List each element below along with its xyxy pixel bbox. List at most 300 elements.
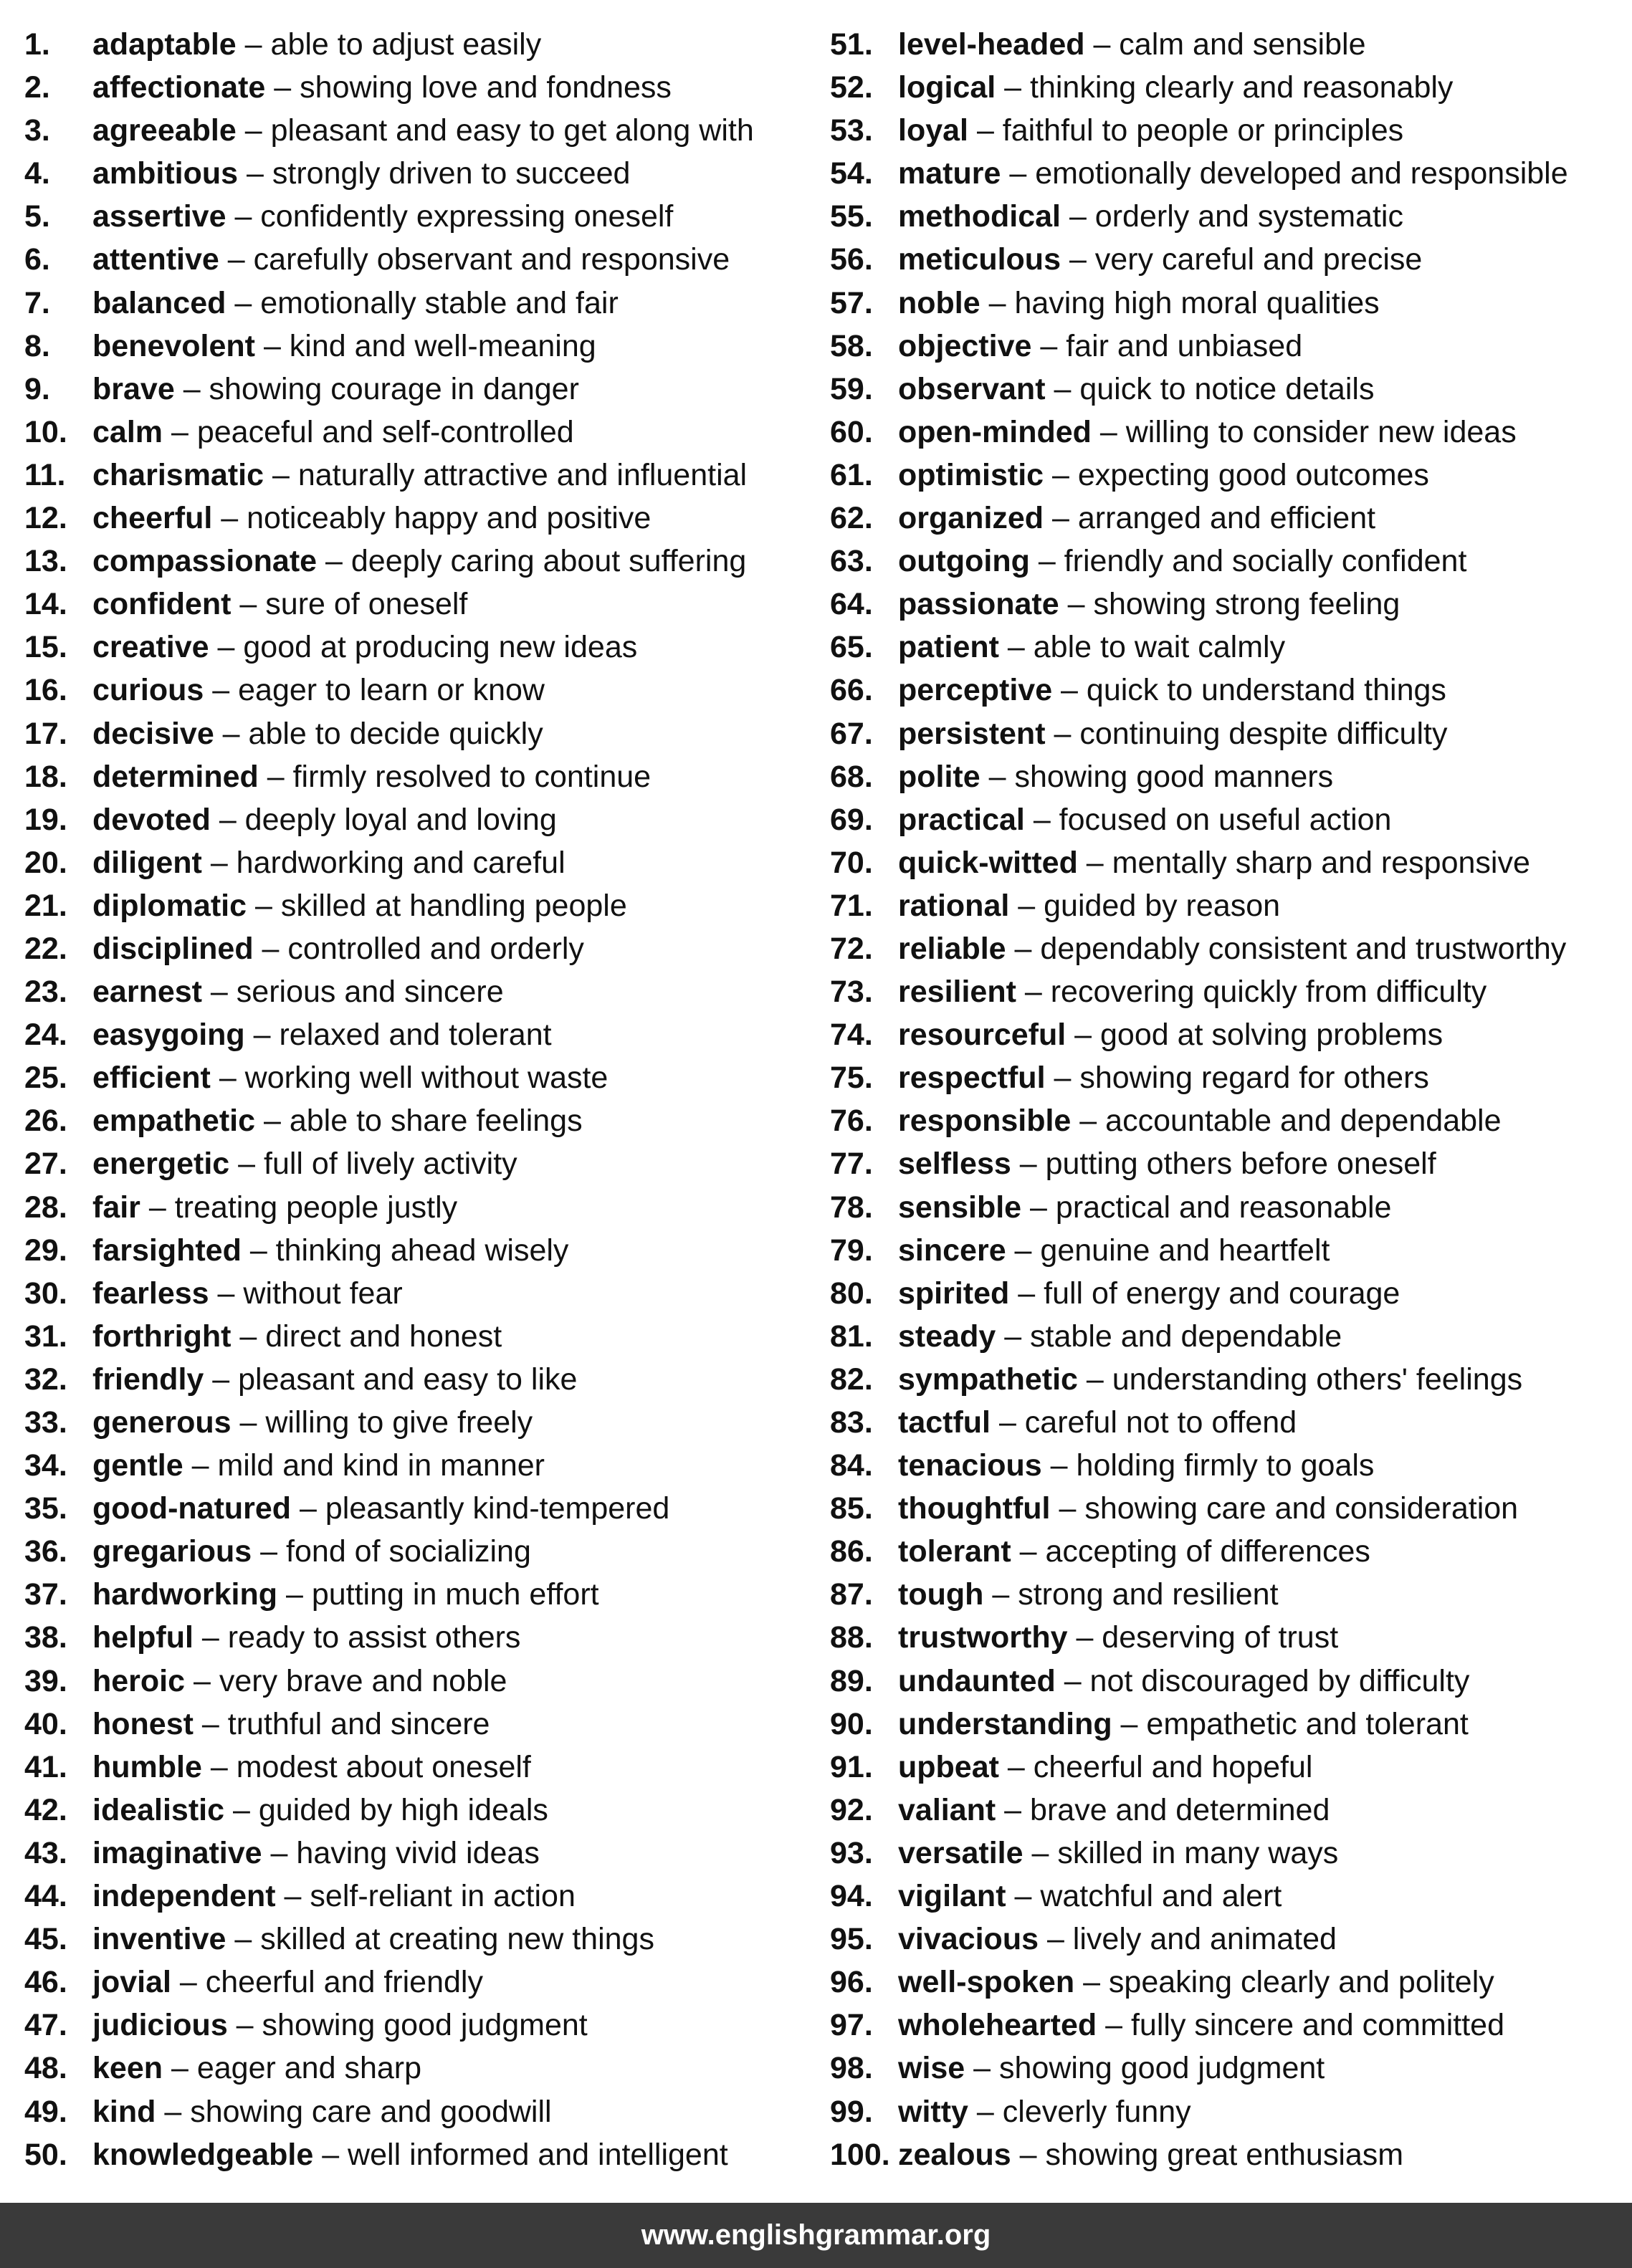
item-definition: – able to decide quickly (214, 716, 543, 751)
item-word: sympathetic (898, 1362, 1078, 1397)
item-number: 35. (24, 1491, 67, 1526)
item-definition: – showing strong feeling (1059, 587, 1400, 622)
item-definition: – putting others before oneself (1011, 1147, 1436, 1182)
item-word: wholehearted (898, 2008, 1097, 2043)
list-item (830, 1056, 1626, 1099)
item-definition: – full of energy and courage (1009, 1276, 1400, 1311)
item-word: attentive (92, 242, 219, 277)
item-word: benevolent (92, 328, 255, 363)
item-number: 76. (830, 1104, 873, 1139)
item-definition: – emotionally stable and fair (226, 285, 619, 320)
item-number: 27. (24, 1147, 67, 1182)
item-word: loyal (898, 113, 968, 148)
item-word: responsible (898, 1104, 1072, 1139)
list-item (830, 1229, 1626, 1272)
list-item (830, 626, 1626, 669)
item-definition: – fully sincere and committed (1097, 2008, 1504, 2043)
item-word: balanced (92, 285, 226, 320)
item-number: 70. (830, 845, 873, 880)
item-definition: – empathetic and tolerant (1112, 1706, 1469, 1741)
item-definition: – fair and unbiased (1031, 328, 1303, 363)
list-item (830, 2004, 1626, 2047)
list-item (24, 1789, 820, 1832)
list-item (830, 454, 1626, 497)
list-item (24, 325, 820, 368)
item-word: well-spoken (898, 1965, 1075, 2000)
item-definition: – well informed and intelligent (313, 2137, 728, 2172)
item-definition: – eager and sharp (163, 2051, 422, 2086)
item-number: 72. (830, 931, 873, 966)
item-number: 12. (24, 501, 67, 536)
item-number: 52. (830, 70, 873, 105)
item-word: vigilant (898, 1879, 1006, 1914)
item-definition: – truthful and sincere (193, 1706, 490, 1741)
list-item (830, 1358, 1626, 1401)
list-item (24, 970, 820, 1013)
item-word: resourceful (898, 1018, 1066, 1053)
item-word: steady (898, 1319, 996, 1354)
item-definition: – calm and sensible (1084, 27, 1366, 62)
item-number: 33. (24, 1405, 67, 1440)
item-number: 41. (24, 1749, 67, 1784)
item-definition: – deeply caring about suffering (317, 544, 747, 579)
item-definition: – serious and sincere (201, 975, 504, 1010)
item-definition: – speaking clearly and politely (1074, 1965, 1494, 2000)
list-item (830, 1660, 1626, 1703)
item-definition: – pleasant and easy to get along with (236, 113, 754, 148)
list-item (24, 884, 820, 927)
item-definition: – able to wait calmly (998, 630, 1286, 665)
item-word: imaginative (92, 1835, 262, 1870)
item-number: 8. (24, 328, 50, 363)
list-item (830, 325, 1626, 368)
list-item (24, 1703, 820, 1746)
list-item (24, 755, 820, 798)
item-number: 63. (830, 544, 873, 579)
item-word: sincere (898, 1233, 1006, 1268)
list-item (24, 1573, 820, 1616)
right-column (830, 23, 1626, 2176)
item-number: 69. (830, 802, 873, 837)
item-word: agreeable (92, 113, 237, 148)
item-definition: – cleverly funny (968, 2094, 1191, 2129)
item-word: fearless (92, 1276, 209, 1311)
item-word: compassionate (92, 544, 318, 579)
item-number: 87. (830, 1577, 873, 1612)
item-number: 90. (830, 1706, 873, 1741)
list-item (830, 970, 1626, 1013)
item-definition: – confidently expressing oneself (226, 199, 674, 234)
list-item (830, 841, 1626, 884)
item-number: 99. (830, 2094, 873, 2129)
list-item (24, 841, 820, 884)
item-number: 92. (830, 1792, 873, 1827)
item-word: spirited (898, 1276, 1010, 1311)
item-word: affectionate (92, 70, 266, 105)
item-word: polite (898, 759, 980, 794)
item-word: cheerful (92, 501, 213, 536)
list-item (24, 195, 820, 238)
item-number: 1. (24, 27, 50, 62)
item-number: 91. (830, 1749, 873, 1784)
list-item (24, 66, 820, 109)
item-definition: – quick to notice details (1045, 371, 1375, 406)
left-column (24, 23, 820, 2176)
item-word: optimistic (898, 457, 1044, 492)
list-item (24, 1099, 820, 1142)
footer-banner (0, 2203, 1632, 2268)
list-item (830, 1918, 1626, 1961)
item-number: 45. (24, 1922, 67, 1957)
item-number: 64. (830, 587, 873, 622)
item-number: 59. (830, 371, 873, 406)
item-word: confident (92, 587, 232, 622)
list-item (830, 669, 1626, 712)
item-definition: – showing great enthusiasm (1011, 2137, 1404, 2172)
item-word: upbeat (898, 1749, 999, 1784)
item-definition: – carefully observant and responsive (219, 242, 730, 277)
item-definition: – accountable and dependable (1071, 1104, 1502, 1139)
item-definition: – having high moral qualities (980, 285, 1380, 320)
item-number: 66. (830, 673, 873, 708)
item-number: 55. (830, 199, 873, 234)
item-number: 28. (24, 1190, 67, 1225)
item-definition: – good at producing new ideas (209, 630, 638, 665)
item-number: 37. (24, 1577, 67, 1612)
list-item (830, 1616, 1626, 1659)
item-word: gregarious (92, 1534, 252, 1569)
list-item (830, 927, 1626, 970)
item-word: judicious (92, 2008, 228, 2043)
item-definition: – able to share feelings (255, 1104, 583, 1139)
list-item (830, 1272, 1626, 1315)
item-word: sensible (898, 1190, 1022, 1225)
item-word: witty (898, 2094, 968, 2129)
item-number: 65. (830, 630, 873, 665)
item-number: 80. (830, 1276, 873, 1311)
item-definition: – cheerful and hopeful (998, 1749, 1313, 1784)
list-item (24, 1013, 820, 1056)
item-word: ambitious (92, 156, 239, 191)
item-number: 49. (24, 2094, 67, 2129)
list-item (830, 1142, 1626, 1185)
list-item (24, 583, 820, 626)
item-number: 34. (24, 1448, 67, 1483)
item-word: tactful (898, 1405, 991, 1440)
list-item (830, 1013, 1626, 1056)
list-item (830, 1487, 1626, 1530)
item-word: tolerant (898, 1534, 1011, 1569)
item-number: 62. (830, 501, 873, 536)
item-number: 84. (830, 1448, 873, 1483)
item-word: empathetic (92, 1104, 256, 1139)
item-number: 81. (830, 1319, 873, 1354)
item-definition: – willing to give freely (231, 1405, 533, 1440)
item-definition: – self-reliant in action (275, 1879, 576, 1914)
list-item (24, 1272, 820, 1315)
list-item (830, 23, 1626, 66)
item-definition: – showing courage in danger (174, 371, 579, 406)
item-number: 13. (24, 544, 67, 579)
item-word: fair (92, 1190, 140, 1225)
item-definition: – focused on useful action (1024, 802, 1392, 837)
item-definition: – treating people justly (140, 1190, 458, 1225)
item-definition: – mentally sharp and responsive (1077, 845, 1530, 880)
item-word: disciplined (92, 931, 254, 966)
item-word: good-natured (92, 1491, 292, 1526)
item-word: valiant (898, 1792, 996, 1827)
item-number: 74. (830, 1018, 873, 1053)
item-definition: – emotionally developed and responsible (1001, 156, 1568, 191)
item-number: 16. (24, 673, 67, 708)
list-item (830, 1573, 1626, 1616)
item-number: 26. (24, 1104, 67, 1139)
item-number: 56. (830, 242, 873, 277)
item-definition: – ready to assist others (193, 1620, 521, 1655)
list-item (24, 1746, 820, 1789)
list-item (24, 2090, 820, 2133)
list-item (830, 1832, 1626, 1875)
item-word: vivacious (898, 1922, 1039, 1957)
item-definition: – controlled and orderly (253, 931, 584, 966)
item-definition: – guided by high ideals (224, 1792, 548, 1827)
item-number: 9. (24, 371, 50, 406)
item-number: 11. (24, 457, 66, 492)
list-item (24, 109, 820, 152)
item-number: 83. (830, 1405, 873, 1440)
item-number: 93. (830, 1835, 873, 1870)
list-item (830, 1444, 1626, 1487)
item-word: honest (92, 1706, 194, 1741)
item-definition: – having vivid ideas (262, 1835, 540, 1870)
item-number: 67. (830, 716, 873, 751)
item-word: determined (92, 759, 259, 794)
item-definition: – full of lively activity (229, 1147, 517, 1182)
item-number: 48. (24, 2051, 67, 2086)
list-item (24, 1832, 820, 1875)
list-item (830, 152, 1626, 195)
item-number: 96. (830, 1965, 873, 2000)
list-item (24, 152, 820, 195)
list-item (24, 1056, 820, 1099)
item-word: open-minded (898, 414, 1092, 449)
item-number: 50. (24, 2137, 67, 2172)
item-word: practical (898, 802, 1025, 837)
item-definition: – skilled at handling people (247, 888, 627, 923)
item-definition: – firmly resolved to continue (258, 759, 652, 794)
item-word: charismatic (92, 457, 264, 492)
item-definition: – direct and honest (231, 1319, 502, 1354)
item-definition: – peaceful and self-controlled (163, 414, 574, 449)
item-word: understanding (898, 1706, 1112, 1741)
website-url: www.englishgrammar.org (641, 2219, 991, 2251)
item-word: observant (898, 371, 1046, 406)
item-word: helpful (92, 1620, 194, 1655)
item-number: 24. (24, 1018, 67, 1053)
list-item (830, 1746, 1626, 1789)
item-word: zealous (898, 2137, 1011, 2172)
item-word: patient (898, 630, 999, 665)
item-word: heroic (92, 1663, 186, 1698)
item-definition: – not discouraged by difficulty (1055, 1663, 1470, 1698)
item-word: reliable (898, 931, 1006, 966)
item-word: respectful (898, 1061, 1046, 1096)
item-word: jovial (92, 1965, 171, 2000)
item-number: 68. (830, 759, 873, 794)
item-number: 51. (830, 27, 873, 62)
item-number: 98. (830, 2051, 873, 2086)
item-word: selfless (898, 1147, 1011, 1182)
list-item (24, 1616, 820, 1659)
list-item (830, 282, 1626, 325)
item-number: 58. (830, 328, 873, 363)
list-item (830, 712, 1626, 755)
item-word: resilient (898, 975, 1016, 1010)
item-word: tough (898, 1577, 984, 1612)
list-item (24, 497, 820, 540)
item-definition: – showing good judgment (227, 2008, 588, 2043)
item-number: 73. (830, 975, 873, 1010)
item-word: assertive (92, 199, 226, 234)
item-number: 31. (24, 1319, 67, 1354)
item-word: inventive (92, 1922, 226, 1957)
item-definition: – showing care and goodwill (156, 2094, 552, 2129)
word-list (0, 23, 1632, 2173)
item-number: 29. (24, 1233, 67, 1268)
item-word: creative (92, 630, 209, 665)
item-word: persistent (898, 716, 1046, 751)
item-definition: – relaxed and tolerant (244, 1018, 552, 1053)
item-number: 30. (24, 1276, 67, 1311)
list-item (24, 1186, 820, 1229)
item-number: 86. (830, 1534, 873, 1569)
item-word: diligent (92, 845, 202, 880)
item-definition: – orderly and systematic (1061, 199, 1403, 234)
list-item (830, 798, 1626, 841)
item-definition: – quick to understand things (1052, 673, 1446, 708)
item-definition: – strongly driven to succeed (238, 156, 631, 191)
list-item (830, 2047, 1626, 2090)
item-word: forthright (92, 1319, 232, 1354)
list-item (830, 238, 1626, 281)
item-number: 46. (24, 1965, 67, 2000)
item-definition: – noticeably happy and positive (212, 501, 652, 536)
item-definition: – pleasantly kind-tempered (291, 1491, 670, 1526)
item-word: outgoing (898, 544, 1030, 579)
item-word: easygoing (92, 1018, 245, 1053)
item-word: devoted (92, 802, 211, 837)
list-item (830, 1315, 1626, 1358)
item-word: undaunted (898, 1663, 1056, 1698)
item-definition: – thinking clearly and reasonably (996, 70, 1454, 105)
list-item (24, 626, 820, 669)
list-item (24, 1444, 820, 1487)
list-item (830, 411, 1626, 454)
item-word: wise (898, 2051, 965, 2086)
item-definition: – working well without waste (210, 1061, 609, 1096)
list-item (24, 454, 820, 497)
item-number: 40. (24, 1706, 67, 1741)
item-number: 3. (24, 113, 50, 148)
item-definition: – hardworking and careful (201, 845, 566, 880)
item-number: 47. (24, 2008, 67, 2043)
list-item (24, 2004, 820, 2047)
item-definition: – strong and resilient (983, 1577, 1279, 1612)
item-word: efficient (92, 1061, 211, 1096)
list-item (24, 1142, 820, 1185)
item-number: 10. (24, 414, 67, 449)
list-item (24, 2047, 820, 2090)
item-number: 71. (830, 888, 873, 923)
item-definition: – continuing despite difficulty (1045, 716, 1448, 751)
item-word: quick-witted (898, 845, 1078, 880)
list-item (24, 282, 820, 325)
item-number: 100. (830, 2137, 890, 2172)
item-word: level-headed (898, 27, 1085, 62)
list-item (24, 1530, 820, 1573)
item-definition: – naturally attractive and influential (264, 457, 748, 492)
item-definition: – pleasant and easy to like (204, 1362, 578, 1397)
list-item (830, 2133, 1626, 2176)
item-word: earnest (92, 975, 202, 1010)
item-number: 85. (830, 1491, 873, 1526)
item-definition: – skilled at creating new things (226, 1922, 654, 1957)
item-definition: – very careful and precise (1061, 242, 1423, 277)
list-item (24, 1487, 820, 1530)
item-number: 42. (24, 1792, 67, 1827)
item-number: 54. (830, 156, 873, 191)
list-item (24, 669, 820, 712)
item-definition: – showing love and fondness (265, 70, 672, 105)
item-number: 79. (830, 1233, 873, 1268)
item-word: knowledgeable (92, 2137, 314, 2172)
item-definition: – genuine and heartfelt (1006, 1233, 1330, 1268)
item-word: hardworking (92, 1577, 278, 1612)
item-number: 15. (24, 630, 67, 665)
item-word: kind (92, 2094, 156, 2129)
item-number: 2. (24, 70, 50, 105)
list-item (24, 798, 820, 841)
list-item (24, 1875, 820, 1918)
item-number: 39. (24, 1663, 67, 1698)
item-number: 53. (830, 113, 873, 148)
item-definition: – showing good manners (980, 759, 1334, 794)
list-item (830, 1703, 1626, 1746)
list-item (24, 368, 820, 411)
item-definition: – lively and animated (1039, 1922, 1337, 1957)
list-item (24, 238, 820, 281)
list-item (24, 927, 820, 970)
list-item (24, 23, 820, 66)
item-word: diplomatic (92, 888, 247, 923)
list-item (24, 1315, 820, 1358)
list-item (830, 540, 1626, 583)
item-word: calm (92, 414, 163, 449)
item-number: 14. (24, 587, 67, 622)
list-item (830, 1099, 1626, 1142)
item-definition: – modest about oneself (201, 1749, 531, 1784)
item-definition: – dependably consistent and trustworthy (1006, 931, 1567, 966)
item-number: 44. (24, 1879, 67, 1914)
item-word: gentle (92, 1448, 183, 1483)
item-word: passionate (898, 587, 1059, 622)
item-number: 7. (24, 285, 50, 320)
item-number: 89. (830, 1663, 873, 1698)
item-definition: – putting in much effort (277, 1577, 599, 1612)
item-definition: – understanding others' feelings (1077, 1362, 1523, 1397)
item-word: tenacious (898, 1448, 1042, 1483)
list-item (830, 1789, 1626, 1832)
